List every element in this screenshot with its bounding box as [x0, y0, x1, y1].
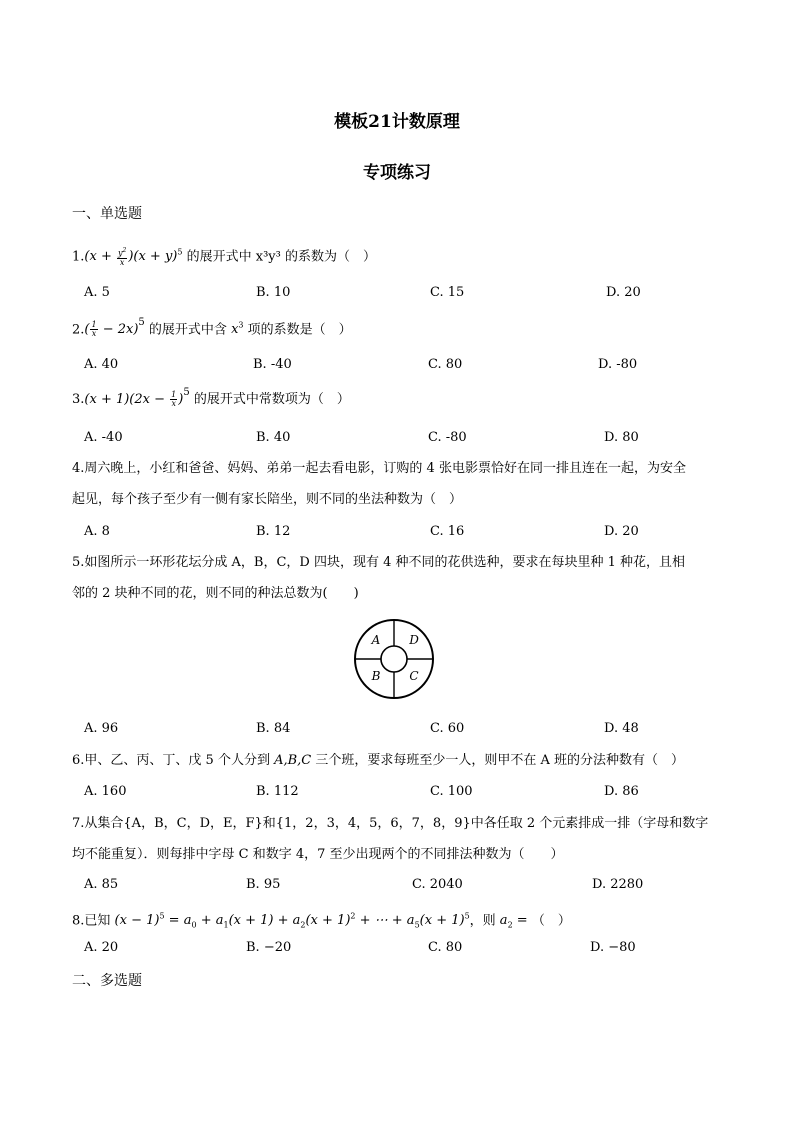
ring-flowerbed-figure: [352, 617, 436, 701]
math-expression: ( $\frac{1}{x}$ − 2x)$^5$: [84, 317, 145, 339]
option-a[interactable]: A. -40: [84, 430, 123, 445]
question-text: 6.甲、乙、丙、丁、戊 5 个人分到: [72, 753, 275, 768]
section-multiple-choice: 二、多选题: [72, 973, 142, 989]
question-text: 的展开式中常数项为（ ）: [189, 392, 350, 407]
option-a[interactable]: A. 20: [84, 940, 119, 955]
option-d[interactable]: D. 20: [606, 285, 641, 300]
option-d[interactable]: D. −80: [590, 940, 636, 955]
question-2: [72, 316, 352, 341]
option-b[interactable]: B. 40: [256, 430, 291, 445]
option-c[interactable]: C. 16: [430, 524, 465, 539]
option-b[interactable]: B. 84: [256, 721, 291, 736]
option-b[interactable]: B. 12: [256, 524, 291, 539]
math-expression: (x + 1)(2x − $\frac{1}{x}$ )$^5$: [84, 387, 190, 408]
option-c[interactable]: C. 15: [430, 285, 465, 300]
question-text-end: （ ）: [531, 913, 571, 929]
question-number: 3.: [72, 392, 85, 407]
question-3: [72, 387, 350, 411]
question-text: 的展开式中 x³y³ 的系数为（ ）: [182, 249, 376, 265]
region-label-a: A: [371, 633, 381, 647]
option-b[interactable]: B. 10: [256, 285, 291, 300]
option-c[interactable]: C. 2040: [412, 877, 463, 892]
option-b[interactable]: B. −20: [246, 940, 292, 955]
page-subtitle: 专项练习: [363, 163, 431, 183]
option-a[interactable]: A. 5: [84, 285, 110, 300]
option-d[interactable]: D. 20: [604, 524, 639, 539]
math-equation: $(x - 1)^5 = a_0 + a_1(x + 1) + a_2(x + 1)^2$ + ⋯ + $a_5(x + 1)^5$: [114, 912, 470, 930]
question-text-end: 项的系数是（ ）: [243, 322, 352, 338]
question-5-line1: 5.如图所示一环形花坛分成 A，B，C，D 四块，现有 4 种不同的花供选种，要求在每块里种 1 种花，且相: [72, 555, 686, 570]
question-1: [72, 243, 376, 267]
option-c[interactable]: C. -80: [428, 430, 467, 445]
math-expression: (x + $\frac{y^2}{x}$ )$(x + y)^5$: [84, 247, 183, 267]
region-label-b: B: [371, 669, 381, 683]
question-text: 的展开式中含: [144, 322, 232, 338]
option-c[interactable]: C. 80: [428, 940, 463, 955]
section-single-choice: 一、单选题: [72, 206, 142, 222]
option-b[interactable]: B. -40: [253, 357, 292, 372]
question-text: 8.已知: [72, 913, 115, 929]
question-number: 2.: [72, 322, 85, 338]
option-a[interactable]: A. 85: [84, 877, 119, 892]
question-7-line2: 均不能重复）．则每排中字母 C 和数字 4，7 至少出现两个的不同排法种数为（ ）: [72, 847, 564, 862]
option-d[interactable]: D. 80: [604, 430, 639, 445]
option-c[interactable]: C. 100: [430, 784, 473, 799]
region-label-c: C: [409, 669, 419, 683]
page-title: 模板21计数原理: [334, 112, 460, 132]
option-d[interactable]: D. 48: [604, 721, 639, 736]
question-7-line1: 7.从集合{A，B，C，D，E，F}和{1，2，3，4，5，6，7，8，9}中各任取 2 个元素排成一排（字母和数字: [72, 816, 709, 831]
option-a[interactable]: A. 96: [84, 721, 119, 736]
option-d[interactable]: D. -80: [598, 357, 638, 372]
question-text-mid: ，则: [469, 913, 500, 929]
math-target: $a_2$ =: [499, 913, 532, 930]
option-a[interactable]: A. 40: [84, 357, 119, 372]
question-5-line2: 邻的 2 块种不同的花，则不同的种法总数为( ): [72, 586, 359, 601]
question-text-end: 三个班，要求每班至少一人，则甲不在 A 班的分法种数有（ ）: [311, 753, 685, 768]
question-4-line2: 起见，每个孩子至少有一侧有家长陪坐，则不同的坐法种数为（ ）: [72, 492, 463, 507]
option-c[interactable]: C. 80: [428, 357, 463, 372]
option-b[interactable]: B. 95: [246, 877, 281, 892]
math-term: $x^3$: [231, 321, 244, 338]
option-d[interactable]: D. 86: [604, 784, 639, 799]
math-classes: A,B,C: [274, 753, 312, 768]
option-a[interactable]: A. 160: [84, 784, 127, 799]
inner-circle: [381, 646, 407, 672]
region-label-d: D: [409, 633, 419, 647]
option-c[interactable]: C. 60: [430, 721, 465, 736]
question-number: 1.: [72, 249, 85, 265]
option-b[interactable]: B. 112: [256, 784, 299, 799]
option-d[interactable]: D. 2280: [592, 877, 644, 892]
question-6: [72, 751, 684, 771]
option-a[interactable]: A. 8: [84, 524, 110, 539]
question-8: [72, 907, 571, 936]
question-4-line1: 4.周六晚上，小红和爸爸、妈妈、弟弟一起去看电影，订购的 4 张电影票恰好在同一排且连在一起，为安全: [72, 461, 686, 476]
